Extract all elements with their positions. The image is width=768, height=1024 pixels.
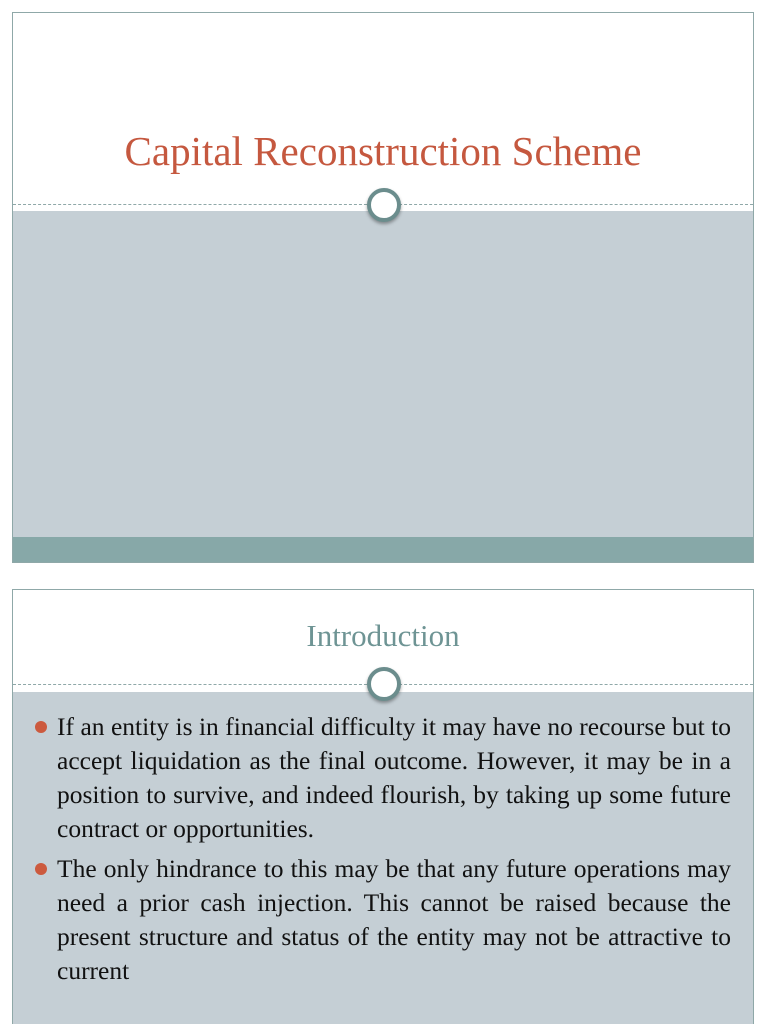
bullet-dot-icon [35,863,47,875]
list-item [35,710,731,846]
title-slide-footer-band [13,537,753,563]
bullet-dot-icon [35,721,47,733]
content-slide [12,589,754,1024]
circle-ornament-icon [367,188,401,222]
list-item [35,852,731,988]
bullet-text: The only hindrance to this may be that any future operations may need a prior cash injection. This cannot be raised because the present structure and status of the entity may not be attractive to current [57,854,731,985]
bullet-list [35,710,731,994]
slide-title: Capital Reconstruction Scheme [124,128,642,174]
title-slide [12,12,754,563]
title-slide-body [13,211,753,537]
bullet-text: If an entity is in financial difficulty it may have no recourse but to accept liquidation as the final outcome. However, it may be in a position to survive, and indeed flourish, by taking up some future contract or opportunities. [57,712,731,843]
title-slide-header [13,13,753,205]
circle-ornament-icon [367,667,401,701]
slide-heading: Introduction [306,618,460,653]
